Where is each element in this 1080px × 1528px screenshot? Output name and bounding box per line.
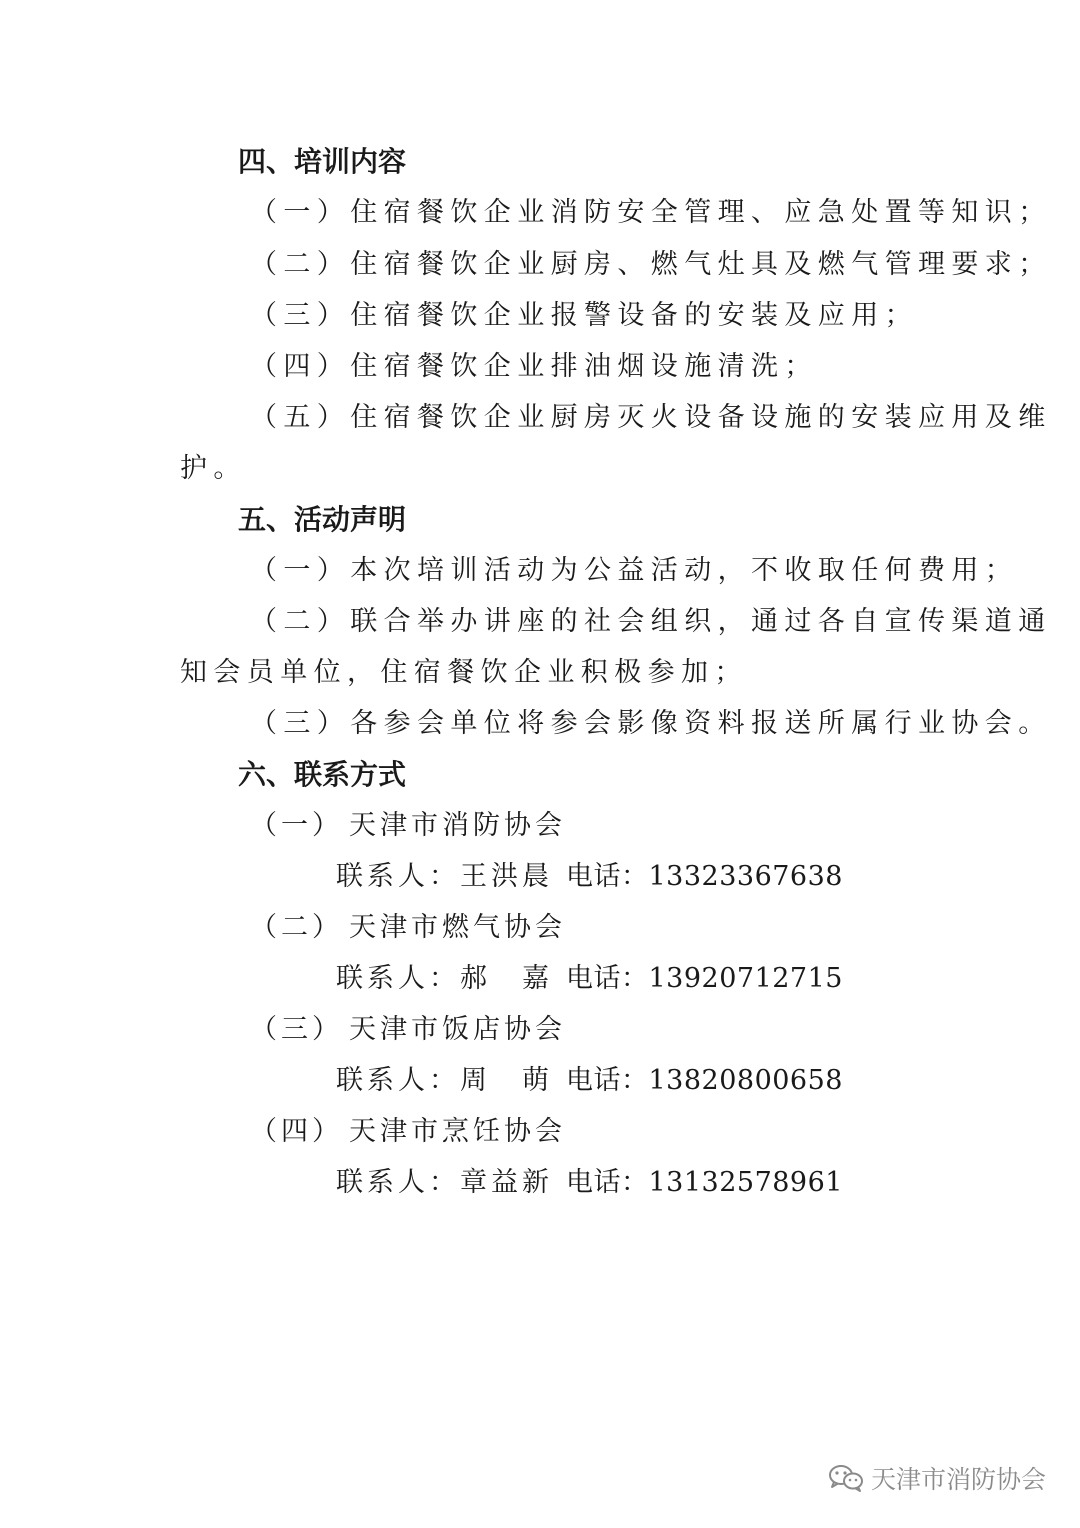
contact-person-row [336, 1061, 843, 1101]
section-5-item-1: （一）本次培训活动为公益活动，不收取任何费用； [250, 555, 1019, 586]
section-6-title: 六、联系方式 [238, 758, 407, 791]
contact-person: 联系人：郝 嘉 [336, 963, 553, 994]
section-5-title: 五、活动声明 [238, 503, 407, 536]
section-4-item-4: （四）住宿餐饮企业排油烟设施清洗； [250, 351, 818, 382]
wechat-icon [827, 1463, 865, 1493]
contact-tag: （一） [250, 810, 343, 841]
contact-org-name: 天津市饭店协会 [349, 1014, 566, 1045]
contact-person-row [336, 959, 843, 999]
contact-tag: （四） [250, 1116, 343, 1147]
section-4-item-1: （一）住宿餐饮企业消防安全管理、应急处置等知识； [250, 197, 1052, 228]
watermark-text: 天津市消防协会 [870, 1465, 1046, 1494]
section-4-item-3: （三）住宿餐饮企业报警设备的安装及应用； [250, 300, 918, 331]
contact-person-row [336, 1163, 843, 1203]
section-5-item-2-continuation: 知会员单位，住宿餐饮企业积极参加； [180, 657, 748, 688]
contact-phone: 电话：13920712715 [566, 963, 843, 994]
contact-tag: （三） [250, 1014, 343, 1045]
contact-person-row [336, 857, 843, 897]
contact-org-name: 天津市燃气协会 [349, 912, 566, 943]
contact-tag: （二） [250, 912, 343, 943]
section-4-item-5: （五）住宿餐饮企业厨房灭火设备设施的安装应用及维 [250, 402, 1052, 433]
contact-org-row [250, 1010, 566, 1050]
contact-phone: 电话：13323367638 [566, 861, 843, 892]
section-4-item-5-continuation: 护。 [180, 453, 247, 484]
section-4-item-2: （二）住宿餐饮企业厨房、燃气灶具及燃气管理要求； [250, 249, 1052, 280]
section-5-item-3: （三）各参会单位将参会影像资料报送所属行业协会。 [250, 708, 1052, 739]
contact-org-name: 天津市烹饪协会 [349, 1116, 566, 1147]
contact-phone: 电话：13132578961 [566, 1167, 843, 1198]
contact-org-row [250, 1112, 566, 1152]
contact-org-row [250, 806, 566, 846]
watermark [827, 1460, 1046, 1496]
section-4-title: 四、培训内容 [238, 145, 407, 178]
contact-org-row [250, 908, 566, 948]
contact-person: 联系人：章益新 [336, 1167, 553, 1198]
contact-person: 联系人：王洪晨 [336, 861, 553, 892]
contact-phone: 电话：13820800658 [566, 1065, 843, 1096]
section-5-item-2: （二）联合举办讲座的社会组织，通过各自宣传渠道通 [250, 606, 1052, 637]
contact-person: 联系人：周 萌 [336, 1065, 553, 1096]
contact-org-name: 天津市消防协会 [349, 810, 566, 841]
